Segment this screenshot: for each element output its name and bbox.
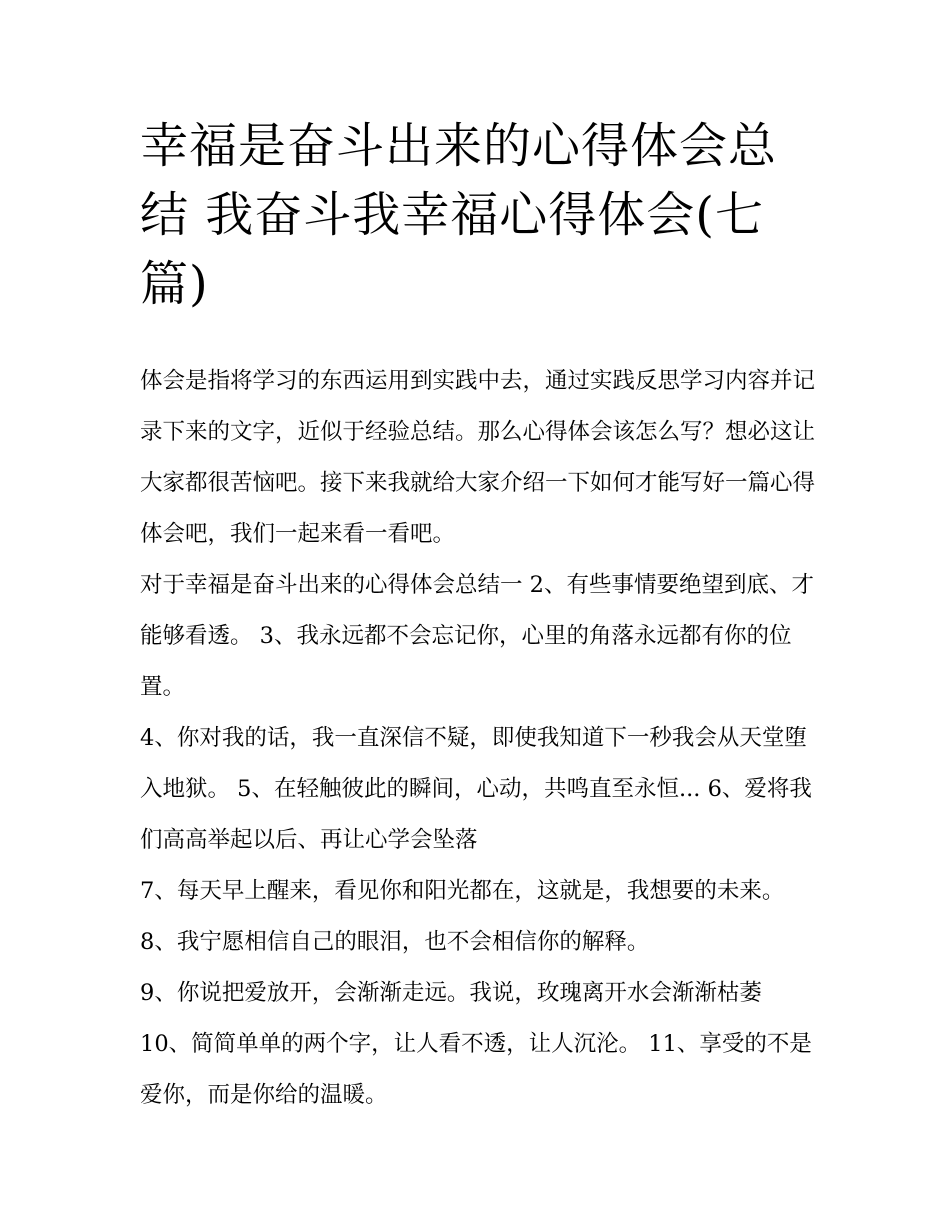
paragraph-quotes-2: 4、你对我的话，我一直深信不疑，即使我知道下一秒我会从天堂堕入地狱。 5、在轻触彼此的瞬间，心动，共鸣直至永恒... 6、爱将我们高高举起以后、再让心学会坠落 xyxy=(140,725,812,853)
document-body xyxy=(140,356,820,1121)
paragraph-intro: 体会是指将学习的东西运用到实践中去，通过实践反思学习内容并记录下来的文字，近似于经验总结。那么心得体会该怎么写？想必这让大家都很苦恼吧。接下来我就给大家介绍一下如何才能写好一篇心得体会吧，我们一起来看一看吧。 xyxy=(140,368,816,547)
paragraph-quotes-3: 7、每天早上醒来，看见你和阳光都在，这就是，我想要的未来。 8、我宁愿相信自己的眼泪，也不会相信你的解释。 xyxy=(140,878,785,955)
paragraph-quotes-4: 9、你说把爱放开，会渐渐走远。我说，玫瑰离开水会渐渐枯萎 10、简简单单的两个字，让人看不透，让人沉沦。 11、享受的不是爱你，而是你给的温暖。 xyxy=(140,980,812,1108)
document-title: 幸福是奋斗出来的心得体会总结 我奋斗我幸福心得体会(七篇) xyxy=(140,118,778,312)
paragraph-quotes-1: 对于幸福是奋斗出来的心得体会总结一 2、有些事情要绝望到底、才能够看透。 3、我永远都不会忘记你，心里的角落永远都有你的位置。 xyxy=(140,572,814,700)
